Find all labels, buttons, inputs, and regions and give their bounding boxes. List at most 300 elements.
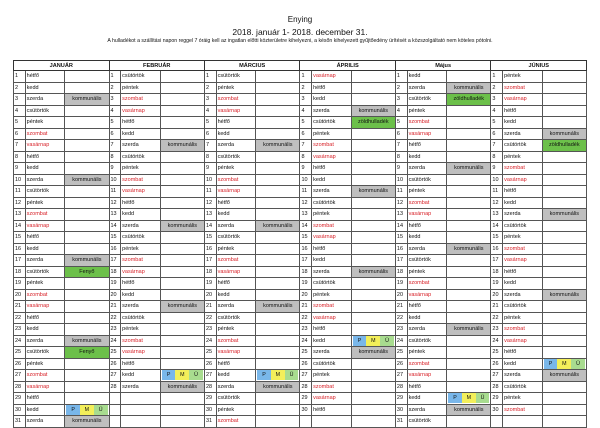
kommunalis-collection: kommunális — [256, 381, 300, 393]
day-number: 26 — [300, 358, 312, 370]
weekday-name: csütörtök — [216, 151, 256, 163]
weekday-name: péntek — [312, 289, 352, 301]
weekday-name: vasárnap — [503, 255, 543, 267]
day-number: 27 — [204, 370, 216, 382]
day-number: 27 — [491, 370, 503, 382]
day-number: 14 — [491, 220, 503, 232]
day-number: 5 — [300, 117, 312, 129]
day-number: 13 — [14, 209, 26, 221]
collection-cell — [160, 82, 204, 94]
month-header: JANUÁR — [14, 61, 110, 71]
weekday-name: vasárnap — [216, 105, 256, 117]
day-number: 8 — [300, 151, 312, 163]
day-number: 6 — [300, 128, 312, 140]
day-number: 24 — [491, 335, 503, 347]
pmu-letter-p: P — [162, 370, 176, 380]
day-row — [14, 335, 587, 347]
kommunalis-collection: kommunális — [160, 220, 204, 232]
collection-cell — [542, 312, 586, 324]
day-number: 9 — [14, 163, 26, 175]
day-number: 3 — [395, 94, 407, 106]
weekday-name: kedd — [312, 255, 352, 267]
day-number: 18 — [204, 266, 216, 278]
day-number: 29 — [491, 393, 503, 405]
collection-cell — [447, 197, 491, 209]
collection-cell — [447, 209, 491, 221]
day-number: 17 — [109, 255, 121, 267]
weekday-name: csütörtök — [121, 71, 161, 83]
day-number: 17 — [14, 255, 26, 267]
collection-cell — [542, 243, 586, 255]
pmu-letter-p: P — [257, 370, 271, 380]
month-header: FEBRUÁR — [109, 61, 204, 71]
day-row — [14, 416, 587, 428]
weekday-name: vasárnap — [407, 370, 447, 382]
weekday-name: péntek — [312, 370, 352, 382]
collection-cell — [447, 117, 491, 129]
day-number: 22 — [204, 312, 216, 324]
collection-cell — [351, 301, 395, 313]
day-number: 20 — [14, 289, 26, 301]
day-number: 3 — [204, 94, 216, 106]
day-number: 20 — [491, 289, 503, 301]
collection-cell — [542, 255, 586, 267]
day-number: 13 — [300, 209, 312, 221]
day-number: 6 — [14, 128, 26, 140]
weekday-name: péntek — [407, 347, 447, 359]
weekday-name: kedd — [312, 174, 352, 186]
collection-cell — [351, 197, 395, 209]
day-number: 19 — [204, 278, 216, 290]
day-number: 4 — [395, 105, 407, 117]
day-number: 23 — [14, 324, 26, 336]
kommunalis-collection: kommunális — [351, 347, 395, 359]
collection-cell — [542, 82, 586, 94]
weekday-name: kedd — [121, 289, 161, 301]
collection-cell — [447, 370, 491, 382]
collection-cell — [65, 151, 109, 163]
collection-cell — [160, 243, 204, 255]
weekday-name: péntek — [216, 163, 256, 175]
day-number: 24 — [300, 335, 312, 347]
weekday-name: vasárnap — [312, 232, 352, 244]
day-row — [14, 278, 587, 290]
day-number: 5 — [491, 117, 503, 129]
day-row — [14, 94, 587, 106]
day-number: 5 — [14, 117, 26, 129]
day-row — [14, 186, 587, 198]
weekday-name: péntek — [503, 71, 543, 83]
day-number: 26 — [109, 358, 121, 370]
weekday-name: hétfő — [216, 278, 256, 290]
weekday-name: szombat — [216, 416, 256, 428]
day-number: 9 — [204, 163, 216, 175]
weekday-name: kedd — [216, 209, 256, 221]
collection-cell — [65, 324, 109, 336]
day-number: 8 — [109, 151, 121, 163]
day-number: 23 — [491, 324, 503, 336]
weekday-name: kedd — [407, 71, 447, 83]
kommunalis-collection: kommunális — [447, 243, 491, 255]
collection-cell — [542, 163, 586, 175]
weekday-name: kedd — [407, 232, 447, 244]
day-number: 26 — [395, 358, 407, 370]
collection-cell — [351, 209, 395, 221]
day-number: 23 — [395, 324, 407, 336]
weekday-name: péntek — [121, 163, 161, 175]
weekday-name: szombat — [407, 197, 447, 209]
weekday-name: szerda — [121, 381, 161, 393]
day-row — [14, 370, 587, 382]
collection-cell — [447, 347, 491, 359]
weekday-name: hétfő — [312, 163, 352, 175]
zoldhulladek-collection: zöldhulladék — [351, 117, 395, 129]
weekday-name: szerda — [312, 186, 352, 198]
weekday-name: vasárnap — [407, 128, 447, 140]
collection-cell — [65, 312, 109, 324]
collection-cell — [160, 404, 204, 416]
day-number: 7 — [204, 140, 216, 152]
collection-cell — [447, 301, 491, 313]
day-number: 8 — [204, 151, 216, 163]
collection-cell — [447, 278, 491, 290]
day-number: 21 — [300, 301, 312, 313]
weekday-name: szerda — [25, 174, 65, 186]
collection-cell — [65, 370, 109, 382]
kommunalis-collection: kommunális — [256, 220, 300, 232]
weekday-name: péntek — [503, 232, 543, 244]
day-row — [14, 243, 587, 255]
weekday-name: csütörtök — [503, 140, 543, 152]
weekday-name: hétfő — [312, 243, 352, 255]
day-number: 25 — [109, 347, 121, 359]
collection-cell — [65, 105, 109, 117]
collection-cell — [542, 174, 586, 186]
weekday-name: szombat — [503, 324, 543, 336]
day-number: 21 — [491, 301, 503, 313]
day-number: 15 — [395, 232, 407, 244]
weekday-name: péntek — [312, 128, 352, 140]
collection-cell — [542, 220, 586, 232]
weekday-name: csütörtök — [312, 117, 352, 129]
day-number: 5 — [204, 117, 216, 129]
day-number: 15 — [109, 232, 121, 244]
weekday-name: hétfő — [503, 186, 543, 198]
weekday-name: csütörtök — [407, 255, 447, 267]
weekday-name: kedd — [407, 393, 447, 405]
collection-cell — [542, 393, 586, 405]
kommunalis-collection: kommunális — [351, 186, 395, 198]
day-row — [14, 140, 587, 152]
zoldhulladek-collection: zöldhulladék — [542, 140, 586, 152]
document-title: Enying — [287, 15, 313, 24]
day-number: 26 — [204, 358, 216, 370]
kommunalis-collection: kommunális — [256, 301, 300, 313]
day-number: 25 — [204, 347, 216, 359]
day-number: 23 — [300, 324, 312, 336]
weekday-name: csütörtök — [216, 71, 256, 83]
collection-cell — [160, 393, 204, 405]
weekday-name: szerda — [25, 335, 65, 347]
weekday-name: kedd — [216, 370, 256, 382]
day-row — [14, 151, 587, 163]
day-number: 17 — [204, 255, 216, 267]
weekday-name: csütörtök — [407, 416, 447, 428]
collection-cell — [542, 151, 586, 163]
weekday-name: csütörtök — [312, 197, 352, 209]
collection-cell — [351, 151, 395, 163]
collection-cell — [447, 416, 491, 428]
day-number: 29 — [204, 393, 216, 405]
kommunalis-collection: kommunális — [160, 140, 204, 152]
weekday-name: kedd — [25, 82, 65, 94]
weekday-name: kedd — [25, 404, 65, 416]
weekday-name: vasárnap — [25, 301, 65, 313]
weekday-name: péntek — [25, 117, 65, 129]
day-number: 18 — [491, 266, 503, 278]
collection-cell — [447, 105, 491, 117]
day-number: 9 — [109, 163, 121, 175]
pmu-letter-u: Ü — [285, 370, 299, 380]
day-number: 4 — [109, 105, 121, 117]
collection-cell — [351, 255, 395, 267]
collection-cell — [256, 128, 300, 140]
day-row — [14, 163, 587, 175]
weekday-name: kedd — [216, 128, 256, 140]
collection-cell — [542, 197, 586, 209]
day-number — [300, 416, 312, 428]
collection-cell — [256, 117, 300, 129]
kommunalis-collection: kommunális — [447, 404, 491, 416]
weekday-name: péntek — [503, 312, 543, 324]
collection-cell — [65, 301, 109, 313]
day-number: 18 — [300, 266, 312, 278]
day-number: 9 — [491, 163, 503, 175]
weekday-name: szerda — [216, 301, 256, 313]
weekday-name: kedd — [503, 197, 543, 209]
weekday-name: szerda — [312, 266, 352, 278]
weekday-name: kedd — [121, 209, 161, 221]
kommunalis-collection: kommunális — [256, 140, 300, 152]
day-number: 31 — [204, 416, 216, 428]
collection-cell — [160, 197, 204, 209]
weekday-name: csütörtök — [25, 266, 65, 278]
day-number: 16 — [14, 243, 26, 255]
day-number: 22 — [491, 312, 503, 324]
day-number: 13 — [204, 209, 216, 221]
weekday-name: péntek — [121, 82, 161, 94]
pmu-letter-p: P — [353, 336, 367, 346]
day-number: 19 — [395, 278, 407, 290]
weekday-name: szerda — [312, 347, 352, 359]
collection-cell — [256, 94, 300, 106]
collection-cell — [65, 289, 109, 301]
weekday-name: hétfő — [503, 105, 543, 117]
collection-cell — [256, 186, 300, 198]
day-number: 6 — [109, 128, 121, 140]
day-number: 23 — [204, 324, 216, 336]
weekday-name: vasárnap — [216, 347, 256, 359]
day-number: 5 — [395, 117, 407, 129]
kommunalis-collection: kommunális — [65, 255, 109, 267]
day-number: 27 — [109, 370, 121, 382]
collection-cell — [256, 393, 300, 405]
day-number: 16 — [204, 243, 216, 255]
weekday-name: vasárnap — [407, 209, 447, 221]
collection-cell — [256, 255, 300, 267]
day-number: 8 — [395, 151, 407, 163]
weekday-name: vasárnap — [121, 186, 161, 198]
weekday-name: vasárnap — [216, 186, 256, 198]
collection-cell — [160, 416, 204, 428]
day-number: 5 — [109, 117, 121, 129]
weekday-name: szombat — [503, 404, 543, 416]
collection-cell — [542, 71, 586, 83]
collection-cell — [256, 105, 300, 117]
day-number: 28 — [109, 381, 121, 393]
weekday-name: kedd — [503, 358, 543, 370]
weekday-name: péntek — [503, 151, 543, 163]
weekday-name: vasárnap — [312, 312, 352, 324]
day-number: 8 — [14, 151, 26, 163]
day-number: 2 — [395, 82, 407, 94]
day-number: 21 — [395, 301, 407, 313]
weekday-name: szombat — [503, 243, 543, 255]
weekday-name: csütörtök — [216, 232, 256, 244]
month-header: Május — [395, 61, 491, 71]
weekday-name: szombat — [25, 370, 65, 382]
weekday-name: hétfő — [503, 266, 543, 278]
weekday-name: szerda — [503, 289, 543, 301]
day-number: 13 — [109, 209, 121, 221]
day-number: 15 — [491, 232, 503, 244]
collection-cell — [160, 278, 204, 290]
collection-cell — [160, 186, 204, 198]
day-number: 4 — [300, 105, 312, 117]
weekday-name: hétfő — [407, 220, 447, 232]
weekday-name — [121, 393, 161, 405]
collection-cell — [351, 358, 395, 370]
collection-cell — [447, 312, 491, 324]
day-number: 7 — [109, 140, 121, 152]
weekday-name: péntek — [407, 266, 447, 278]
kommunalis-collection: kommunális — [65, 174, 109, 186]
day-number: 2 — [300, 82, 312, 94]
weekday-name: hétfő — [25, 71, 65, 83]
day-number: 27 — [300, 370, 312, 382]
kommunalis-collection: kommunális — [65, 335, 109, 347]
collection-cell — [160, 174, 204, 186]
weekday-name: péntek — [503, 393, 543, 405]
day-number: 13 — [491, 209, 503, 221]
weekday-name: kedd — [121, 128, 161, 140]
day-number: 16 — [491, 243, 503, 255]
day-number: 31 — [395, 416, 407, 428]
weekday-name: hétfő — [216, 197, 256, 209]
collection-cell — [542, 404, 586, 416]
day-number: 2 — [14, 82, 26, 94]
collection-cell — [447, 255, 491, 267]
collection-cell — [351, 174, 395, 186]
weekday-name: kedd — [407, 151, 447, 163]
weekday-name: szombat — [121, 174, 161, 186]
collection-cell — [65, 232, 109, 244]
weekday-name: vasárnap — [312, 151, 352, 163]
day-row — [14, 404, 587, 416]
day-number: 16 — [109, 243, 121, 255]
weekday-name: szerda — [25, 255, 65, 267]
day-number: 14 — [109, 220, 121, 232]
day-row — [14, 174, 587, 186]
weekday-name — [121, 416, 161, 428]
pmu-collection — [351, 335, 395, 347]
weekday-name: vasárnap — [121, 266, 161, 278]
collection-cell — [256, 151, 300, 163]
weekday-name: csütörtök — [503, 220, 543, 232]
day-number: 10 — [14, 174, 26, 186]
collection-cell — [256, 71, 300, 83]
collection-cell — [160, 232, 204, 244]
day-number: 28 — [204, 381, 216, 393]
weekday-name: csütörtök — [503, 301, 543, 313]
collection-cell — [351, 71, 395, 83]
collection-cell — [256, 209, 300, 221]
day-number: 26 — [14, 358, 26, 370]
collection-cell — [542, 117, 586, 129]
weekday-name: vasárnap — [312, 393, 352, 405]
pmu-letter-p: P — [66, 405, 80, 415]
collection-cell — [447, 335, 491, 347]
collection-cell — [256, 289, 300, 301]
month-header: JÚNIUS — [491, 61, 587, 71]
collection-cell — [160, 94, 204, 106]
pmu-collection — [65, 404, 109, 416]
weekday-name: szerda — [25, 94, 65, 106]
weekday-name: szerda — [407, 324, 447, 336]
day-number: 14 — [204, 220, 216, 232]
collection-cell — [447, 232, 491, 244]
weekday-name: kedd — [503, 278, 543, 290]
weekday-name: csütörtök — [25, 105, 65, 117]
collection-cell — [256, 163, 300, 175]
collection-cell — [256, 174, 300, 186]
day-row — [14, 209, 587, 221]
day-number: 20 — [395, 289, 407, 301]
day-number: 19 — [14, 278, 26, 290]
weekday-name: hétfő — [25, 393, 65, 405]
collection-cell — [256, 335, 300, 347]
collection-cell — [160, 347, 204, 359]
day-number: 30 — [14, 404, 26, 416]
day-number: 11 — [395, 186, 407, 198]
collection-cell — [351, 232, 395, 244]
kommunalis-collection: kommunális — [542, 370, 586, 382]
weekday-name: csütörtök — [407, 94, 447, 106]
weekday-name: péntek — [121, 243, 161, 255]
collection-cell — [160, 163, 204, 175]
weekday-name: hétfő — [312, 82, 352, 94]
weekday-name: vasárnap — [216, 266, 256, 278]
weekday-name: péntek — [312, 209, 352, 221]
weekday-name: szerda — [407, 82, 447, 94]
day-row — [14, 117, 587, 129]
collection-cell — [351, 370, 395, 382]
collection-cell — [542, 186, 586, 198]
day-number: 4 — [204, 105, 216, 117]
weekday-name: hétfő — [25, 232, 65, 244]
weekday-name: szerda — [503, 209, 543, 221]
day-number: 17 — [395, 255, 407, 267]
